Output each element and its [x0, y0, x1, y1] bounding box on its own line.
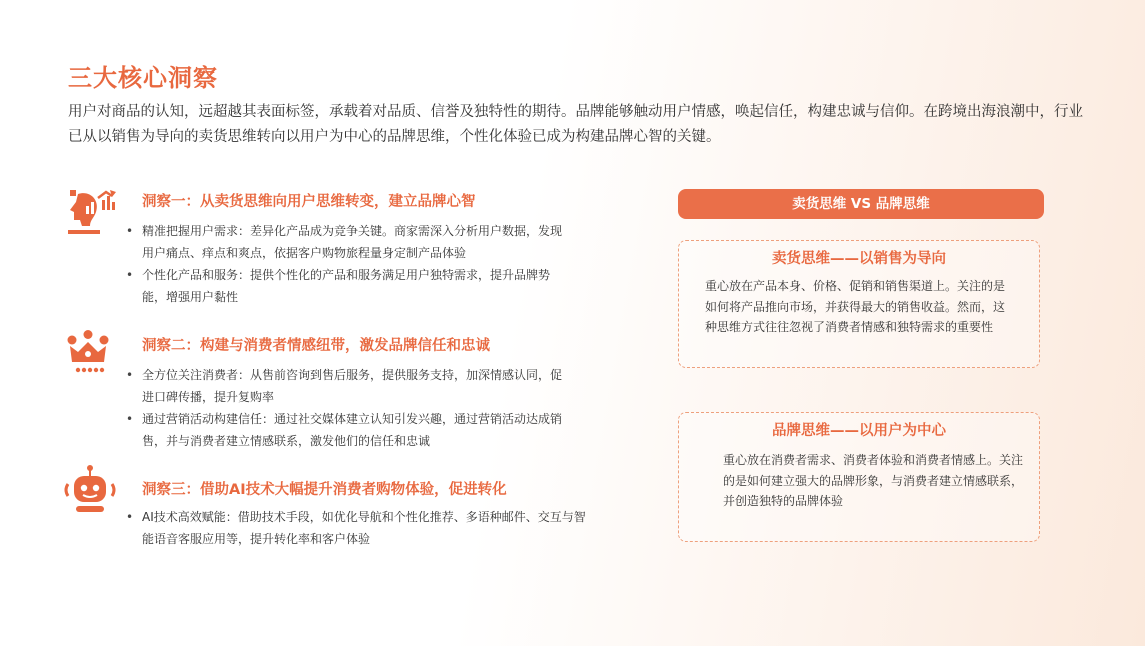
box-title: 品牌思维——以用户为中心 [772, 423, 946, 439]
bullet-list [126, 364, 566, 452]
list-item: • AI技术高效赋能：借助技术手段，如优化导航和个性化推荐、多语种邮件、交互与智能语音客服应用等，提升转化率和客户体验 [126, 506, 586, 550]
bullet-list [126, 506, 586, 550]
growth-chart-icon [64, 186, 118, 240]
bullet-list [126, 220, 566, 308]
page-title: 三大核心洞察 [68, 64, 218, 92]
box-title: 卖货思维——以销售为导向 [772, 251, 946, 267]
insight-title: 洞察三：借助AI技术大幅提升消费者购物体验，促进转化 [142, 482, 507, 498]
robot-icon [64, 464, 118, 518]
list-item: • 个性化产品和服务：提供个性化的产品和服务满足用户独特需求，提升品牌势能，增强用户黏性 [126, 264, 566, 308]
insight-title: 洞察二：构建与消费者情感纽带，激发品牌信任和忠诚 [142, 338, 490, 354]
insight-title: 洞察一：从卖货思维向用户思维转变，建立品牌心智 [142, 194, 476, 210]
crown-icon [64, 330, 118, 384]
sales-thinking-box [678, 240, 1040, 368]
list-item: • 通过营销活动构建信任：通过社交媒体建立认知引发兴趣，通过营销活动达成销售，并与消费者建立情感联系，激发他们的信任和忠诚 [126, 408, 566, 452]
comparison-header: 卖货思维 VS 品牌思维 [678, 189, 1044, 219]
intro-paragraph: 用户对商品的认知，远超越其表面标签，承载着对品质、信誉及独特性的期待。品牌能够触动用户情感，唤起信任，构建忠诚与信仰。在跨境出海浪潮中，行业已从以销售为导向的卖货思维转向以用户为中心的品牌思维，个性化体验已成为构建品牌心智的关键。 [68, 104, 1083, 145]
brand-thinking-box [678, 412, 1040, 542]
list-item: • 全方位关注消费者：从售前咨询到售后服务，提供服务支持，加深情感认同，促进口碑传播，提升复购率 [126, 364, 566, 408]
box-text: 重心放在消费者需求、消费者体验和消费者情感上。关注的是如何建立强大的品牌形象，与消费者建立情感联系，并创造独特的品牌体验 [723, 453, 1024, 508]
list-item: • 精准把握用户需求：差异化产品成为竞争关键。商家需深入分析用户数据，发现用户痛点、痒点和爽点，依据客户购物旅程量身定制产品体验 [126, 220, 566, 264]
box-text: 重心放在产品本身、价格、促销和销售渠道上。关注的是如何将产品推向市场，并获得最大的销售收益。然而，这种思维方式往往忽视了消费者情感和独特需求的重要性 [705, 279, 1006, 334]
